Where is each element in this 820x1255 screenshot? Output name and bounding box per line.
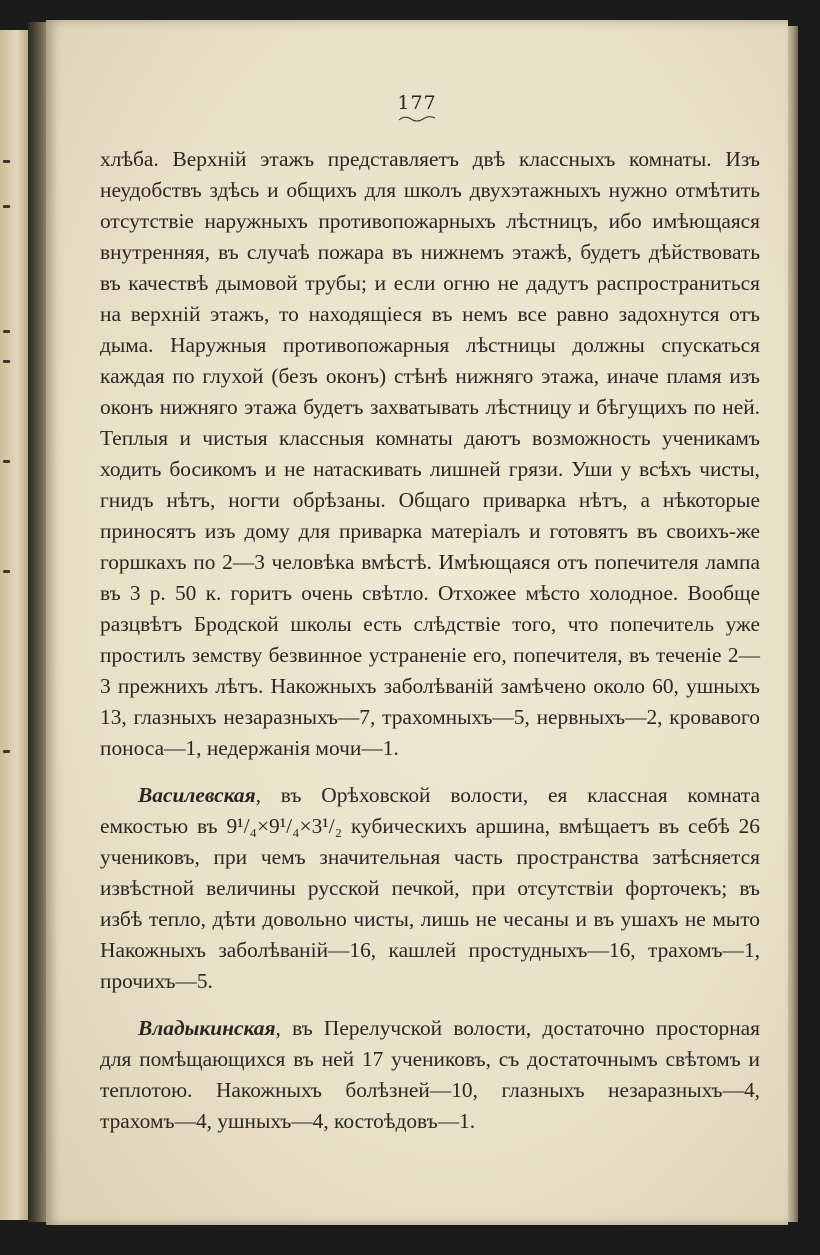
- paragraph-text: , въ Орѣховской волости, ея классная комната емкостью въ 9¹/₄×9¹/₄×3¹/₂ кубическихъ аршина, вмѣщаетъ въ себѣ 26 учениковъ, при чемъ значительная часть пространства затѣсняется извѣстной величины русской печкой, при отсутствіи форточекъ; въ избѣ тепло, дѣти довольно чисты, лишь не чесаны и въ ушахъ не мыто Накожныхъ заболѣваній—16, кашлей простудныхъ—16, трахомъ—1, прочихъ—5.: [100, 783, 760, 993]
- school-name: Владыкинская: [138, 1016, 276, 1040]
- page-number: 177: [397, 92, 437, 114]
- adjacent-page-mark: [3, 205, 10, 208]
- adjacent-page-mark: [3, 160, 10, 163]
- adjacent-page-edge: [0, 30, 28, 1220]
- page-stack-edge: [788, 26, 798, 1222]
- book-gutter: [28, 22, 46, 1222]
- school-name: Василевская: [138, 783, 256, 807]
- paragraph-vasilevskaya: [100, 780, 760, 997]
- adjacent-page-mark: [3, 330, 10, 333]
- book-page: [46, 20, 788, 1225]
- paragraph-text: хлѣба. Верхній этажъ представляетъ двѣ классныхъ комнаты. Изъ неудобствъ здѣсь и общихъ для школъ двухэтажныхъ нужно отмѣтить отсутствіе наружныхъ противопожарныхъ лѣстницъ, ибо имѣющаяся внутренняя, въ случаѣ пожара въ нижнемъ этажѣ, будетъ дѣйствовать въ качествѣ дымовой трубы; и если огню не дадутъ распространиться на верхній этажъ, то находящіеся въ немъ все равно задохнутся отъ дыма. Наружныя противопожарныя лѣстницы должны спускаться каждая по глухой (безъ оконъ) стѣнѣ нижняго этажа, иначе пламя изъ оконъ нижняго этажа будетъ захватывать лѣстницу и бѣгущихъ по ней. Теплыя и чистыя классныя комнаты даютъ возможность ученикамъ ходить босикомъ и не натаскивать лишней грязи. Уши у всѣхъ чисты, гнидъ нѣтъ, ногти обрѣзаны. Общаго приварка нѣтъ, а нѣкоторые приносятъ изъ дому для приварка матеріалъ и готовятъ въ своихъ-же горшкахъ по 2—3 человѣка вмѣстѣ. Имѣющаяся отъ попечителя лампа въ 3 р. 50 к. горитъ очень свѣтло. Отхожее мѣсто холодное. Вообще разцвѣтъ Бродской школы есть слѣдствіе того, что попечитель уже простилъ земству безвинное устраненіе его, попечителя, въ теченіе 2—3 прежнихъ лѣтъ. Накожныхъ заболѣваній замѣчено около 60, ушныхъ 13, глазныхъ незаразныхъ—7, трахомныхъ—5, нервныхъ—2, кровавого поноса—1, недержанія мочи—1.: [100, 147, 760, 760]
- adjacent-page-mark: [3, 360, 10, 363]
- paragraph-text: , въ Перелучской волости, достаточно просторная для помѣщающихся въ ней 17 учениковъ, съ достаточнымъ свѣтомъ и теплотою. Накожныхъ болѣзней—10, глазныхъ незаразныхъ—4, трахомъ—4, ушныхъ—4, костоѣдовъ—1.: [100, 1016, 760, 1133]
- adjacent-page-mark: [3, 460, 10, 463]
- paragraph-brodskaya-continued: [100, 144, 760, 764]
- adjacent-page-mark: [3, 750, 10, 753]
- body-text: [100, 144, 760, 1137]
- paragraph-vladykinskaya: [100, 1013, 760, 1137]
- tilde-ornament-icon: [397, 114, 437, 124]
- adjacent-page-mark: [3, 570, 10, 573]
- page-header: [46, 92, 788, 124]
